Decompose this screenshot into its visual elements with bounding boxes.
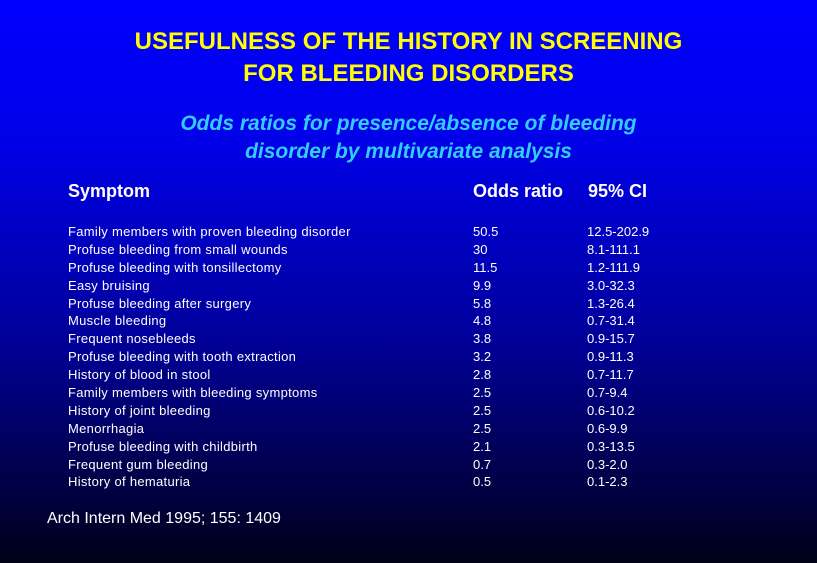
odds-ratio-cell: 3.8: [473, 331, 492, 347]
ci-cell: 0.9-11.3: [587, 349, 634, 365]
symptom-cell: Muscle bleeding: [68, 313, 167, 329]
ci-header: 95% CI: [588, 181, 648, 201]
odds-ratio-cell: 50.5: [473, 224, 499, 239]
odds-ratio-cell: 30: [473, 241, 488, 257]
symptom-cell: Frequent gum bleeding: [68, 456, 209, 472]
symptom-cell: History of hematuria: [68, 474, 191, 490]
ci-cell: 1.2-111.9: [587, 259, 641, 275]
symptom-cell: Family members with bleeding symptoms: [68, 385, 318, 401]
odds-ratio-cell: 9.9: [473, 277, 492, 293]
page-title-line-1: USEFULNESS OF THE HISTORY IN SCREENING: [134, 28, 683, 55]
symptom-cell: History of blood in stool: [68, 367, 211, 383]
ci-cell: 12.5-202.9: [587, 224, 650, 239]
ci-cell: 8.1-111.1: [587, 241, 641, 257]
odds-ratio-cell: 2.1: [473, 438, 492, 454]
ci-cell: 0.7-31.4: [587, 313, 635, 329]
ci-column: [587, 223, 649, 491]
page-subtitle-line-1: Odds ratios for presence/absence of bleeding: [180, 112, 637, 135]
symptom-cell: Profuse bleeding from small wounds: [68, 241, 288, 257]
symptom-cell: Profuse bleeding with tonsillectomy: [68, 259, 282, 275]
symptom-cell: Profuse bleeding with tooth extraction: [68, 349, 297, 365]
page-title: [0, 26, 817, 90]
symptom-header: Symptom: [68, 181, 151, 201]
odds-ratio-cell: 0.5: [473, 474, 492, 490]
ci-cell: 0.7-11.7: [587, 367, 634, 383]
ci-cell: 0.7-9.4: [587, 385, 628, 401]
ci-cell: 0.1-2.3: [587, 474, 628, 490]
odds-ratio-cell: 2.8: [473, 367, 492, 383]
ci-cell: 0.3-13.5: [587, 438, 635, 454]
page-title-line-2: FOR BLEEDING DISORDERS: [243, 60, 574, 87]
odds-ratio-cell: 2.5: [473, 420, 492, 436]
ci-cell: 0.3-2.0: [587, 456, 628, 472]
odds-ratio-cell: 4.8: [473, 313, 492, 329]
symptom-cell: Profuse bleeding with childbirth: [68, 438, 258, 454]
odds-ratio-cell: 3.2: [473, 349, 492, 365]
odds-ratio-cell: 11.5: [473, 259, 498, 275]
ci-cell: 1.3-26.4: [587, 295, 635, 311]
ci-cell: 0.6-9.9: [587, 420, 628, 436]
citation: Arch Intern Med 1995; 155: 1409: [47, 510, 281, 527]
symptom-column: [68, 223, 351, 491]
odds-ratio-cell: 2.5: [473, 385, 492, 401]
symptom-cell: Menorrhagia: [68, 420, 145, 436]
ci-cell: 0.9-15.7: [587, 331, 635, 347]
symptom-cell: Frequent nosebleeds: [68, 331, 196, 347]
page-subtitle-line-2: disorder by multivariate analysis: [245, 140, 572, 163]
symptom-cell: Easy bruising: [68, 277, 150, 293]
odds-ratio-cell: 0.7: [473, 456, 492, 472]
symptom-cell: Family members with proven bleeding disorder: [68, 224, 351, 239]
page-subtitle: [0, 110, 817, 166]
odds-ratio-column: [473, 223, 498, 491]
ci-cell: 0.6-10.2: [587, 402, 635, 418]
odds-ratio-cell: 2.5: [473, 402, 492, 418]
ci-cell: 3.0-32.3: [587, 277, 635, 293]
odds-ratio-cell: 5.8: [473, 295, 492, 311]
symptom-cell: Profuse bleeding after surgery: [68, 295, 252, 311]
odds-ratio-header: Odds ratio: [473, 181, 564, 201]
symptom-cell: History of joint bleeding: [68, 402, 211, 418]
